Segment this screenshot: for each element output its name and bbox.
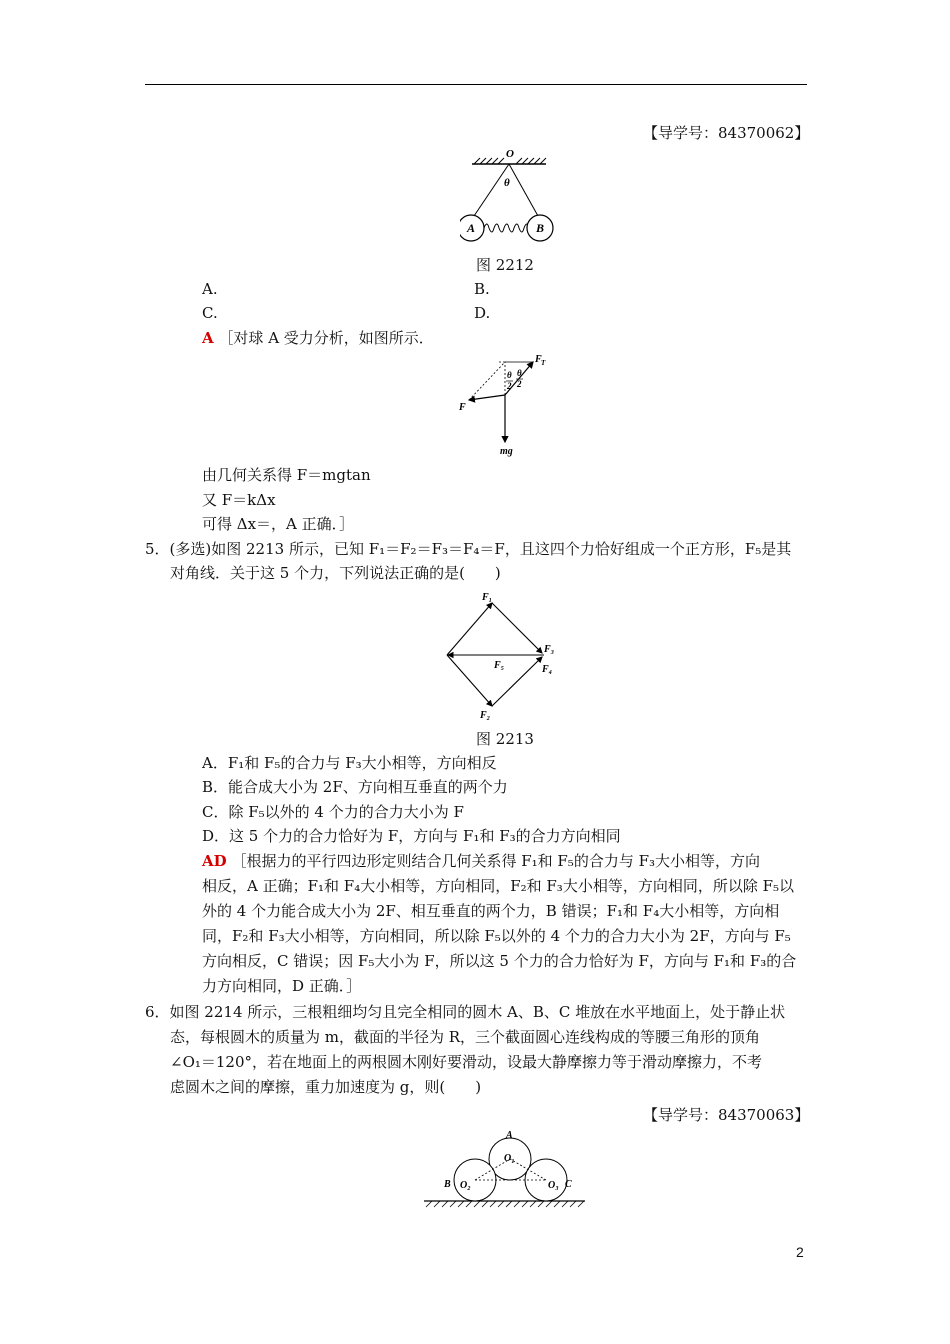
q5-option-b: B．能合成大小为 2F、方向相互垂直的两个力 bbox=[202, 778, 508, 796]
q6-line-2: 态，每根圆木的质量为 m，截面的半径为 R，三个截面圆心连线构成的等腰三角形的顶角 bbox=[170, 1028, 761, 1046]
option-b: B. bbox=[474, 280, 490, 298]
q5-answer-line-2: 相反，A 正确；F₁和 F₄大小相等，方向相同，F₂和 F₃大小相等，方向相同，所以除 F₅以 bbox=[202, 877, 795, 895]
f3-arrow bbox=[492, 603, 542, 653]
label-o: O bbox=[506, 148, 514, 160]
label-f1: F₁ bbox=[482, 592, 493, 603]
q6-line-1: 6．如图 2214 所示，三根粗细均匀且完全相同的圆木 A、B、C 堆放在水平地面上，处于静止状 bbox=[145, 1003, 786, 1021]
figure-2213-caption: 图 2213 bbox=[476, 730, 534, 748]
spring bbox=[484, 224, 529, 232]
label-o2: O₂ bbox=[460, 1180, 471, 1191]
guide-code-2: 【导学号：84370063】 bbox=[643, 1106, 810, 1124]
label-o1: O₁ bbox=[504, 1153, 515, 1164]
q5-answer-line-1 bbox=[202, 851, 760, 871]
label-theta: θ bbox=[504, 177, 510, 189]
label-b: B bbox=[536, 221, 545, 235]
figure-2214 bbox=[420, 1128, 590, 1212]
q5-answer-text-1: ［根据力的平行四边形定则结合几何关系得 F₁和 F₅的合力与 F₃大小相等，方向 bbox=[231, 852, 761, 870]
answer-text: ［对球 A 受力分析，如图所示． bbox=[218, 329, 434, 347]
q4-line-2: 又 F＝kΔx bbox=[202, 491, 276, 509]
q5-answer-line-4: 同，F₂和 F₃大小相等，方向相同，所以除 F₅以外的 4 个力的合力大小为 2F，方向与 F₅ bbox=[202, 927, 791, 945]
q4-answer bbox=[202, 328, 434, 348]
label-mg: mg bbox=[500, 446, 513, 457]
f2-arrow bbox=[447, 655, 492, 706]
q5-answer-line-3: 外的 4 个力能合成大小为 2F、相互垂直的两个力，B 错误；F₁和 F₄大小相等，方向相 bbox=[202, 902, 780, 920]
two-right: 2 bbox=[517, 379, 522, 389]
label-f: F bbox=[459, 402, 466, 413]
label-ft-sub: T bbox=[541, 359, 546, 367]
q5-answer-line-6: 力方向相同，D 正确．］ bbox=[202, 977, 362, 995]
theta-right: θ bbox=[517, 368, 522, 378]
figure-2212-caption: 图 2212 bbox=[476, 256, 534, 274]
q6-line-3: ∠O₁＝120°，若在地面上的两根圆木刚好要滑动，设最大静摩擦力等于滑动摩擦力，不考 bbox=[170, 1053, 763, 1071]
header-rule bbox=[145, 84, 807, 85]
string-left bbox=[474, 164, 509, 216]
q4-line-1: 由几何关系得 F＝mgtan bbox=[202, 466, 371, 484]
q5-answer-letter: AD bbox=[202, 852, 227, 870]
option-d: D. bbox=[474, 304, 491, 322]
label-f4: F₄ bbox=[542, 664, 553, 675]
option-a: A. bbox=[202, 280, 218, 298]
q5-option-a: A．F₁和 F₅的合力与 F₃大小相等，方向相反 bbox=[202, 754, 497, 772]
q5-option-d: D．这 5 个力的合力恰好为 F，方向与 F₁和 F₃的合力方向相同 bbox=[202, 827, 621, 845]
answer-letter: A bbox=[202, 329, 214, 347]
label-b-log: B bbox=[444, 1179, 451, 1190]
theta-left: θ bbox=[507, 370, 512, 380]
label-o3: O₃ bbox=[548, 1180, 559, 1191]
label-c-log: C bbox=[565, 1179, 572, 1190]
string-right bbox=[509, 164, 538, 216]
option-c: C. bbox=[202, 304, 218, 322]
figure-2212 bbox=[460, 146, 560, 246]
label-f2: F₂ bbox=[480, 710, 491, 720]
label-a-log: A bbox=[506, 1130, 513, 1141]
q4-line-3: 可得 Δx＝，A 正确．］ bbox=[202, 515, 355, 533]
q6-line-4: 虑圆木之间的摩擦，重力加速度为 g，则( ) bbox=[170, 1078, 482, 1096]
q5-option-c: C．除 F₅以外的 4 个力的合力大小为 F bbox=[202, 803, 464, 821]
label-a: A bbox=[467, 221, 476, 235]
f1-arrow bbox=[447, 603, 492, 655]
q5-line-2: 对角线．关于这 5 个力，下列说法正确的是( ) bbox=[170, 564, 501, 582]
guide-code-1: 【导学号：84370062】 bbox=[643, 124, 810, 142]
q5-line-1: 5．(多选)如图 2213 所示，已知 F₁＝F₂＝F₃＝F₄＝F，且这四个力恰好组成一个正方形，F₅是其 bbox=[145, 540, 792, 558]
figure-2213 bbox=[440, 588, 560, 720]
q5-answer-line-5: 方向相反，C 错误；因 F₅大小为 F，所以这 5 个力的合力恰好为 F，方向与 F₁和 F₃的合 bbox=[202, 952, 797, 970]
label-f3: F₃ bbox=[544, 644, 555, 655]
two-left: 2 bbox=[507, 381, 512, 391]
force-diagram bbox=[455, 350, 560, 460]
page-number: 2 bbox=[796, 1244, 804, 1260]
label-f5: F₅ bbox=[494, 660, 505, 671]
label-ft: F bbox=[535, 354, 542, 365]
